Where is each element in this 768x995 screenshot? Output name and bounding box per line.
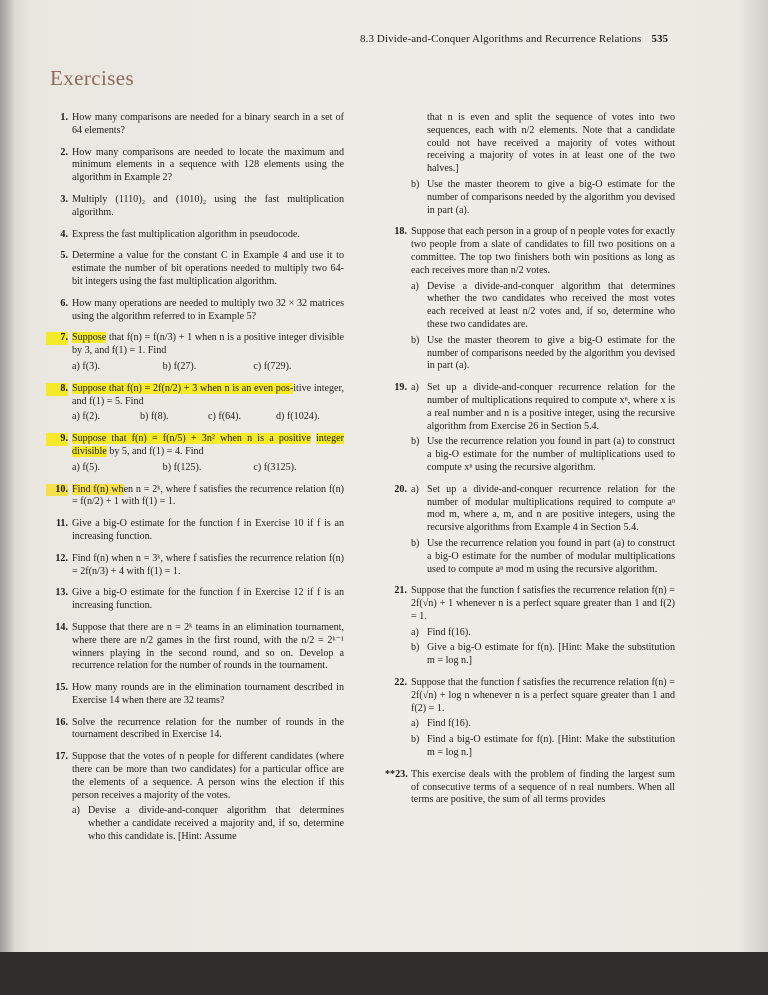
exercise-text: How many rounds are in the elimination tournament described in Exercise 14 when there are 32 teams? — [72, 682, 344, 706]
highlighted-text: integer divisible — [72, 433, 344, 457]
exercise-2: 2. How many comparisons are needed to locate the maximum and minimum elements in a sequence with 128 elements using the algorithm in Example 2? — [60, 146, 344, 184]
exercise-part-a: a) Find f(16). — [411, 718, 471, 730]
exercise-10: 10. Find f(n) when n = 2ᵏ, where f satisfies the recurrence relation f(n) = f(n/2) + 1 with f(1) = 1. — [46, 484, 344, 510]
exercise-5: 5. Determine a value for the constant C in Example 4 and use it to estimate the number of bit operations needed to multiply two 64-bit integers using the fast multiplication algorithm. — [60, 250, 344, 287]
exercise-text: Solve the recurrence relation for the number of rounds in the tournament described in Exercise 14. — [72, 716, 344, 741]
highlighted-text: Suppose — [72, 332, 107, 344]
exercise-text: that f(n) = f(n/3) + 1 when n is a positive integer divisible by 3, and f(1) = 1. Find — [72, 332, 344, 357]
exercise-20: 20. a) Set up a divide-and-conquer recurrence relation for the number of modular multiplications required to compute aⁿ mod m, where a, m, and n are positive integers, using the recursive algorithms from Example 4 in Section 5.4. b) Use the recurrence relation you found in part (a) to construct a big-O estimate for the number of modular multiplications used to compute aⁿ mod m using the recursive algorithm. — [394, 483, 675, 575]
page-number: 535 — [651, 33, 669, 45]
exercise-part-b: b) Give a big-O estimate for f(n). [Hint: Make the substitution m = log n.] — [411, 642, 675, 667]
exercise-18: 18. Suppose that each person in a group of n people votes for exactly two people from a slate of candidates to fill two positions on a committee. The top two finishers both win positions as long as each receives more than n/2 votes. a) Devise a divide-and-conquer algorithm that determines whether the two candidates who received the most votes each received at least n/2 votes and, if so, determine who these two candidates are. b) Use the master theorem to give a big-O estimate for the number of comparisons needed by the algorithm you devised in part (a). — [394, 226, 675, 372]
exercise-17: 17. Suppose that the votes of n people for different candidates (where there can be more than two candidates) for a particular office are the elements of a sequence. A person wins the election if this person receives a majority of the votes. a) Devise a divide-and-conquer algorithm that determines whether a candidate received a majority and, if so, determine who this candidate is. [Hint: Assume — [55, 751, 344, 843]
exercise-parts: a) f(3). b) f(27). c) f(729). — [72, 360, 292, 372]
exercise-part-b: b) Use the recurrence relation you found in part (a) to construct a big-O estimate for the number of modular multiplications used to compute aⁿ mod m using the recursive algorithm. — [411, 537, 675, 575]
page-binding-edge — [0, 0, 14, 995]
exercise-7: 7. Suppose that f(n) = f(n/3) + 1 when n is a positive integer divisible by 3, and f(1) = 1. Find a) f(3). b) f(27). c) f(729). — [46, 332, 344, 373]
exercise-13: 13. Give a big-O estimate for the function f in Exercise 12 if f is an increasing function. — [55, 587, 344, 612]
exercise-17-continued: that n is even and split the sequence of votes into two sequences, each with n/2 elements. Note that a candidate could not have received a majority of votes without receiving a majority of votes in at least one of the two halves.] — [427, 112, 675, 175]
scan-bottom-shadow — [0, 952, 768, 995]
exercise-21: 21. Suppose that the function f satisfies the recurrence relation f(n) = 2f(√n) + 1 whenever n is a perfect square greater than 1 and f(2) = 1. a) Find f(16). b) Give a big-O estimate for f(n). [Hint: Make the substitution m = log n.] — [394, 585, 675, 667]
exercise-4: 4. Express the fast multiplication algorithm in pseudocode. — [60, 228, 300, 240]
exercise-16: 16. Solve the recurrence relation for the number of rounds in the tournament described in Exercise 14. — [55, 716, 344, 741]
exercise-12: 12. Find f(n) when n = 3ᵏ, where f satisfies the recurrence relation f(n) = 2f(n/3) + 4 with f(1) = 1. — [55, 552, 344, 577]
running-head — [360, 33, 668, 45]
exercise-14: 14. Suppose that there are n = 2ᵏ teams in an elimination tournament, where there are n/2 games in the first round, with the n/2 = 2ᵏ⁻¹ winners playing in the second round, and so on. Develop a recurrence relation for the number of rounds in the tournament. — [55, 621, 344, 672]
exercise-text: by 5, and f(1) = 4. Find — [106, 445, 204, 457]
exercise-text: Express the fast multiplication algorithm in pseudocode. — [72, 228, 300, 240]
exercise-text: How many comparisons are needed to locate the maximum and minimum elements in a sequence with 128 elements using the algorithm in Example 2? — [72, 146, 344, 184]
exercise-part-a: a) Devise a divide-and-conquer algorithm that determines whether the two candidates who received the most votes each received at least n/2 votes and, if so, determine who these two candidates are. — [411, 280, 675, 330]
exercise-text: This exercise deals with the problem of finding the largest sum of consecutive terms of a sequence of n real numbers. When all terms are positive, the sum of all terms provides — [411, 768, 675, 806]
exercise-23: **23. This exercise deals with the problem of finding the largest sum of consecutive terms of a sequence of n real numbers. When all terms are positive, the sum of all terms provides — [385, 768, 675, 806]
exercise-text: en n = 2ᵏ, where f satisfies the recurrence relation f(n) = f(n/2) + 1 with f(1) = 1. — [72, 483, 344, 508]
exercise-text: How many operations are needed to multiply two 32 × 32 matrices using the algorithm referred to in Example 5? — [72, 297, 344, 322]
exercise-part-a: a) Find f(16). — [411, 626, 471, 638]
exercise-part-b: b) Find a big-O estimate for f(n). [Hint: Make the substitution m = log n.] — [411, 734, 675, 759]
right-column — [385, 112, 675, 816]
exercise-11: 11. Give a big-O estimate for the function f in Exercise 10 if f is an increasing function. — [55, 518, 344, 542]
exercise-part-a: a) Devise a divide-and-conquer algorithm that determines whether a candidate received a majority and, if so, determine who this candidate is. [Hint: Assume — [72, 805, 344, 843]
exercise-part-a: a) Set up a divide-and-conquer recurrence relation for the number of multiplications required to compute xⁿ, where x is a real number and n is a positive integer, using the recursive algorithm from Exercise 26 in Section 5.4. — [411, 382, 675, 432]
exercise-text: Suppose that the function f satisfies the recurrence relation f(n) = 2f(√n) + log n whenever n is a perfect square greater than 1 and f(2) = 1. — [411, 677, 675, 714]
exercise-1: 1. How many comparisons are needed for a binary search in a set of 64 elements? — [60, 112, 344, 136]
exercise-text: Find f(n) when n = 3ᵏ, where f satisfies the recurrence relation f(n) = 2f(n/3) + 4 with f(1) = 1. — [72, 552, 344, 577]
highlighted-text: Suppose that f(n) = f(n/5) + 3n² when n is a positive — [72, 433, 311, 445]
exercise-text: Suppose that the function f satisfies the recurrence relation f(n) = 2f(√n) + 1 whenever n is a perfect square greater than 1 and f(2) = 1. — [411, 585, 675, 622]
exercise-text: How many comparisons are needed for a binary search in a set of 64 elements? — [72, 112, 344, 136]
exercise-text: Suppose that the votes of n people for different candidates (where there can be more than two candidates) for a particular office are the elements of a sequence. A person wins the election if this person receives a majority of the votes. — [72, 751, 344, 801]
highlighted-text: Find f(n) wh — [72, 483, 124, 495]
exercise-9: 9. Suppose that f(n) = f(n/5) + 3n² when n is a positive integer divisible by 5, and f(1) = 4. Find a) f(5). b) f(125). c) f(3125). — [46, 433, 344, 474]
exercise-17-part-b: b) Use the master theorem to give a big-O estimate for the number of comparisons needed by the algorithm you devised in part (a). — [411, 178, 675, 216]
exercise-6: 6. How many operations are needed to multiply two 32 × 32 matrices using the algorithm referred to in Example 5? — [60, 297, 344, 322]
exercise-19: 19. a) Set up a divide-and-conquer recurrence relation for the number of multiplications required to compute xⁿ, where x is a real number and n is a positive integer, using the recursive algorithm from Exercise 26 in Section 5.4. b) Use the recurrence relation you found in part (a) to construct a big-O estimate for the number of multiplications used to compute xⁿ using the recursive algorithm. — [394, 382, 675, 473]
exercise-8: 8. Suppose that f(n) = 2f(n/2) + 3 when n is an even pos-itive integer, and f(1) = 5. Find a) f(2). b) f(8). c) f(64). d) f(1024). — [46, 383, 344, 424]
exercise-22: 22. Suppose that the function f satisfies the recurrence relation f(n) = 2f(√n) + log n whenever n is a perfect square greater than 1 and f(2) = 1. a) Find f(16). b) Find a big-O estimate for f(n). [Hint: Make the substitution m = log n.] — [394, 677, 675, 759]
exercise-text: Give a big-O estimate for the function f in Exercise 10 if f is an increasing function. — [72, 518, 344, 542]
exercise-part-b: b) Use the recurrence relation you found in part (a) to construct a big-O estimate for the number of multiplications used to compute xⁿ using the recursive algorithm. — [411, 436, 675, 473]
running-head-title: 8.3 Divide-and-Conquer Algorithms and Recurrence Relations — [360, 33, 642, 45]
exercise-3: 3. Multiply (1110)₂ and (1010)₂ using the fast multiplication algorithm. — [60, 193, 344, 218]
left-column — [46, 112, 344, 853]
exercise-part-b: b) Use the master theorem to give a big-O estimate for the number of comparisons needed by the algorithm you devised in part (a). — [411, 334, 675, 372]
section-title: Exercises — [50, 66, 135, 90]
exercise-parts: a) f(5). b) f(125). c) f(3125). — [72, 461, 297, 473]
highlighted-text: Suppose that f(n) = 2f(n/2) + 3 when n is an even pos- — [72, 382, 294, 394]
exercise-text: Suppose that each person in a group of n people votes for exactly two people from a slate of candidates to fill two positions on a committee. The top two finishers both win positions as long as each receives more than n/2 votes. — [411, 226, 675, 276]
exercise-text: Multiply (1110)₂ and (1010)₂ using the fast multiplication algorithm. — [72, 193, 344, 218]
exercise-parts: a) f(2). b) f(8). c) f(64). d) f(1024). — [72, 411, 320, 423]
exercise-text: Suppose that there are n = 2ᵏ teams in an elimination tournament, where there are n/2 games in the first round, with the n/2 = 2ᵏ⁻¹ winners playing in the second round, and so on. Develop a recurrence relation for the number of rounds in the tournament. — [72, 621, 344, 672]
exercise-15: 15. How many rounds are in the elimination tournament described in Exercise 14 when there are 32 teams? — [55, 682, 344, 706]
exercise-part-a: a) Set up a divide-and-conquer recurrence relation for the number of modular multiplications required to compute aⁿ mod m, where a, m, and n are positive integers, using the recursive algorithms from Example 4 in Section 5.4. — [411, 483, 675, 534]
exercise-text: itive integer, and f(1) = 5. Find — [72, 382, 345, 407]
exercise-text: Give a big-O estimate for the function f in Exercise 12 if f is an increasing function. — [72, 587, 344, 612]
exercise-text: Determine a value for the constant C in Example 4 and use it to estimate the number of bit operations needed to multiply two 64-bit integers using the fast multiplication algorithm. — [72, 250, 344, 287]
